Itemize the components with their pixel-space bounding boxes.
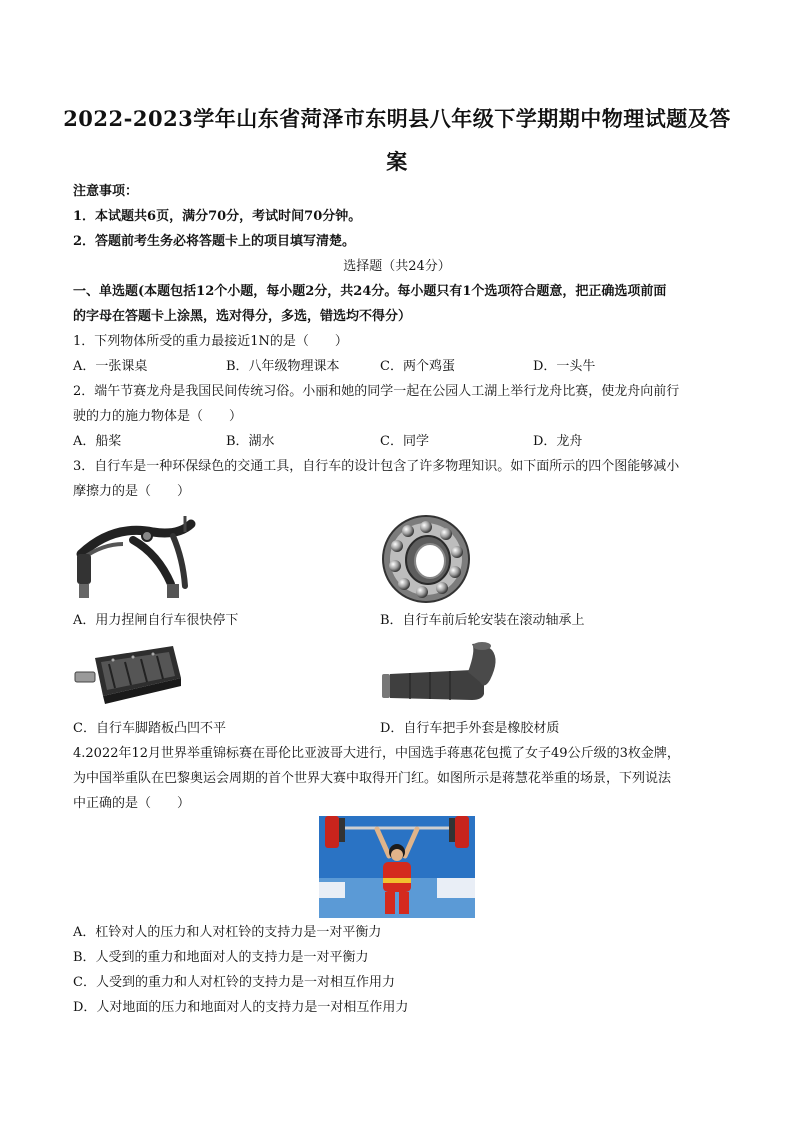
q3-stem-line1: 3．自行车是一种环保绿色的交通工具，自行车的设计包含了许多物理知识。如下面所示的四个图能够减小 <box>73 459 680 474</box>
q2-option-b: B．湖水 <box>226 434 275 449</box>
handlebar-grip-image <box>380 640 510 706</box>
notice-item-2: 2．答题前考生务必将答题卡上的项目填写清楚。 <box>73 234 356 249</box>
q3-option-d: D．自行车把手外套是橡胶材质 <box>380 721 560 736</box>
q3-option-a: A．用力捏闸自行车很快停下 <box>73 613 239 628</box>
q3-option-c: C．自行车脚踏板凸凹不平 <box>73 721 226 736</box>
q2-option-a: A．船桨 <box>73 434 122 449</box>
q2-stem-line1: 2．端午节赛龙舟是我国民间传统习俗。小丽和她的同学一起在公园人工湖上举行龙舟比赛，使龙舟向前行 <box>73 384 680 399</box>
part1-instructions-line2: 的字母在答题卡上涂黑，选对得分，多选，错选均不得分） <box>73 309 412 324</box>
q4-option-c: C．人受到的重力和人对杠铃的支持力是一对相互作用力 <box>73 975 395 990</box>
q1-option-d: D．一头牛 <box>533 359 596 374</box>
q4-stem-line1: 4.2022年12月世界举重锦标赛在哥伦比亚波哥大进行，中国选手蒋惠花包揽了女子49公斤级的3枚金牌， <box>73 746 680 761</box>
weightlifting-photo <box>319 816 475 918</box>
q4-stem-line2: 为中国举重队在巴黎奥运会周期的首个世界大赛中取得开门红。如图所示是蒋慧花举重的场景，下列说法 <box>73 771 672 786</box>
part1-instructions-line1: 一、单选题(本题包括12个小题，每小题2分，共24分。每小题只有1个选项符合题意，把正确选项前面 <box>73 284 667 299</box>
q2-option-d: D．龙舟 <box>533 434 583 449</box>
q1-option-c: C．两个鸡蛋 <box>380 359 455 374</box>
q3-stem-line2: 摩擦力的是（ ） <box>73 484 191 499</box>
brake-caliper-image <box>73 514 197 604</box>
q1-option-b: B．八年级物理课本 <box>226 359 340 374</box>
q2-option-c: C．同学 <box>380 434 429 449</box>
page-title: 2022-2023学年山东省菏泽市东明县八年级下学期期中物理试题及答 <box>63 106 731 131</box>
q4-stem-line3: 中正确的是（ ） <box>73 796 191 811</box>
q4-option-b: B．人受到的重力和地面对人的支持力是一对平衡力 <box>73 950 369 965</box>
q4-option-a: A．杠铃对人的压力和人对杠铃的支持力是一对平衡力 <box>73 925 382 940</box>
section-title: 选择题（共24分） <box>343 259 451 274</box>
bicycle-pedal-image <box>73 638 183 710</box>
q2-stem-line2: 驶的力的施力物体是（ ） <box>73 409 243 424</box>
q3-option-b: B．自行车前后轮安装在滚动轴承上 <box>380 613 585 628</box>
q1-option-a: A．一张课桌 <box>73 359 148 374</box>
notice-item-1: 1．本试题共6页，满分70分，考试时间70分钟。 <box>73 209 362 224</box>
q1-stem: 1．下列物体所受的重力最接近1N的是（ ） <box>73 334 348 349</box>
notice-heading: 注意事项： <box>73 184 139 199</box>
page-title-continued: 案 <box>386 149 408 174</box>
ball-bearing-image <box>380 514 472 604</box>
q4-option-d: D．人对地面的压力和地面对人的支持力是一对相互作用力 <box>73 1000 409 1015</box>
